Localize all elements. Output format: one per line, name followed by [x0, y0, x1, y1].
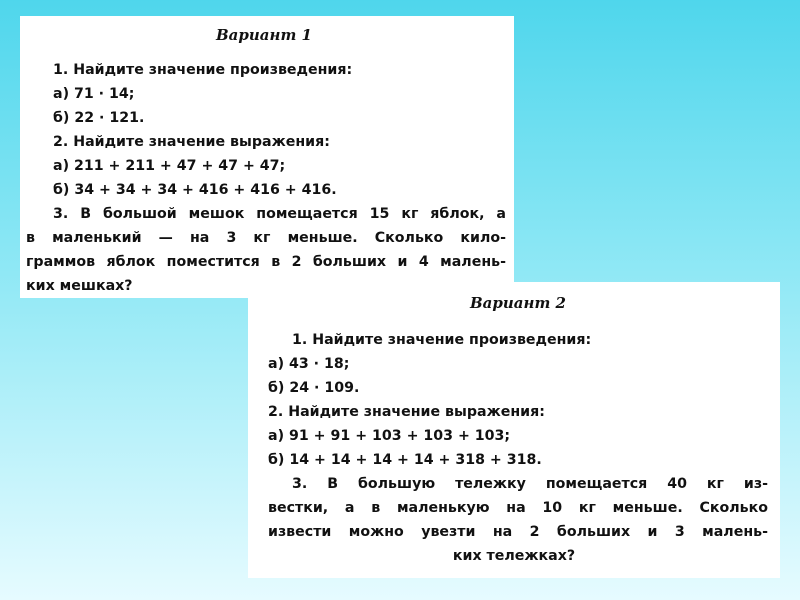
variant-1-card: [20, 16, 514, 298]
task-2b: б) 14 + 14 + 14 + 14 + 318 + 318.: [268, 452, 542, 468]
task-2b: б) 34 + 34 + 34 + 416 + 416 + 416.: [53, 182, 337, 198]
task-3-line-1: 3. В большой мешок помещается 15 кг яблок, а: [53, 206, 506, 222]
variant-1-tasks: [20, 58, 514, 298]
task-3-line-2: в маленький — на 3 кг меньше. Сколько кило-: [26, 230, 506, 246]
task-1a: а) 71 · 14;: [53, 86, 135, 102]
variant-2-card: [248, 282, 780, 578]
task-3-line-4: ких мешках?: [26, 278, 133, 294]
task-2-heading: 2. Найдите значение выражения:: [268, 404, 545, 420]
task-3-line-3: извести можно увезти на 2 больших и 3 малень-: [268, 524, 768, 540]
task-1b: б) 24 · 109.: [268, 380, 360, 396]
task-1-heading: 1. Найдите значение произведения:: [292, 332, 592, 348]
variant-2-tasks: [248, 328, 780, 568]
variant-2-title: Вариант 2: [470, 294, 566, 312]
task-3-line-3: граммов яблок поместится в 2 больших и 4 малень-: [26, 254, 506, 270]
task-2a: а) 211 + 211 + 47 + 47 + 47;: [53, 158, 286, 174]
task-2-heading: 2. Найдите значение выражения:: [53, 134, 330, 150]
task-1-heading: 1. Найдите значение произведения:: [53, 62, 353, 78]
task-3-line-4: ких тележках?: [452, 548, 576, 564]
task-1b: б) 22 · 121.: [53, 110, 145, 126]
task-2a: а) 91 + 91 + 103 + 103 + 103;: [268, 428, 511, 444]
task-1a: а) 43 · 18;: [268, 356, 350, 372]
variant-1-title: Вариант 1: [216, 26, 312, 44]
task-3-line-2: вестки, а в маленькую на 10 кг меньше. Сколько: [268, 500, 768, 516]
task-3-line-1: 3. В большую тележку помещается 40 кг из-: [292, 476, 768, 492]
